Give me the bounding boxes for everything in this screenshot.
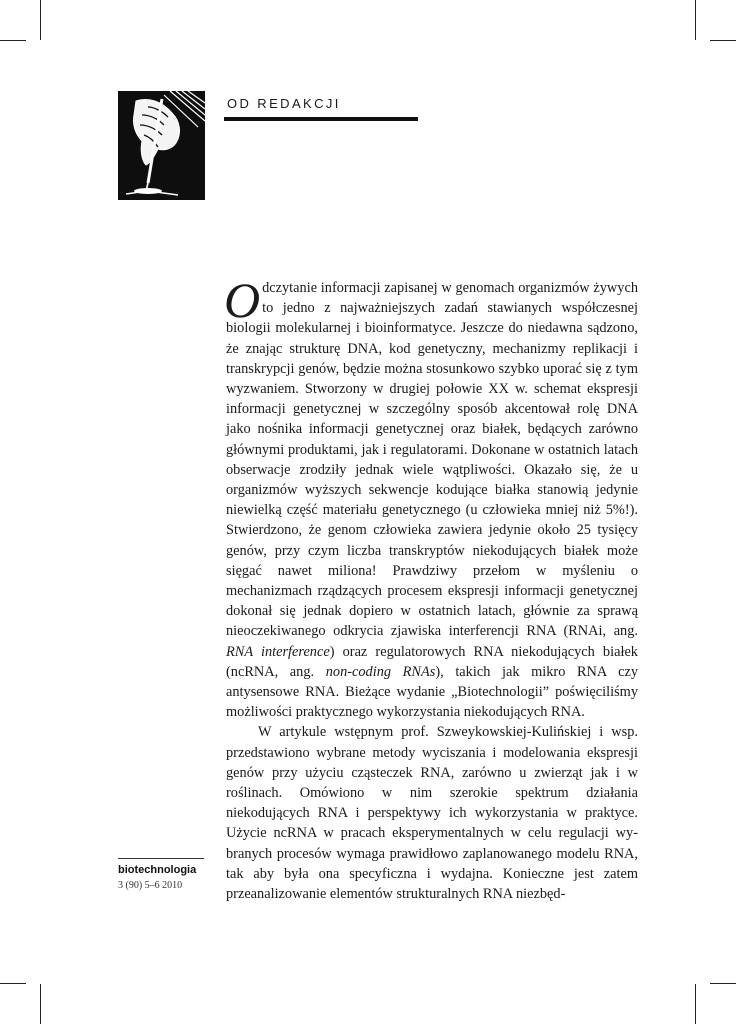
crop-mark	[710, 40, 736, 41]
crop-mark	[710, 983, 736, 984]
crop-mark	[0, 983, 26, 984]
term-rna-interference: RNA interference	[226, 643, 330, 660]
crop-mark	[40, 984, 41, 1024]
paragraph-2: W artykule wstępnym prof. Szweykowskiej-Kulińskiej i wsp. przedstawiono wybrane metody wyciszania i modelowania ekspresji genów przy użyciu cząsteczek RNA, zarówno u zwierząt jak i w roślinach. Omówiono w nim szerokie spektrum działania niekodujących RNA i perspektywy ich wykorzystania w praktyce. Użycie ncRNA w pracach eksperymentalnych w celu regulacji wybranych procesów wymaga prawidłowo zaplanowanego modelu RNA, tak aby była ona specyficzna i wydajna. Konieczne jest zatem przeanalizowanie elementów strukturalnych RNA niezbęd-	[226, 724, 638, 903]
section-rule	[224, 117, 418, 121]
drop-cap: O	[224, 272, 261, 328]
term-non-coding-rnas: non-coding RNAs	[325, 663, 436, 680]
paragraph-1-text-c: ), takich jak mikro RNA czy antysensowe RNA. Bieżące wydanie „Biotechnologii” poświęciliśmy możliwości praktycznego wykorzystania niekodujących RNA.	[226, 663, 639, 721]
crop-mark	[40, 0, 41, 40]
journal-issue: 3 (90) 5–6 2010	[118, 880, 183, 891]
editorial-article	[224, 272, 639, 904]
paragraph-1	[224, 272, 639, 722]
paragraph-1-text-b: ) oraz regulatorowych RNA niekodujących białek (ncRNA, ang.	[226, 643, 638, 680]
paragraph-1-text-a: dczytanie informacji zapisanej w genomach organizmów żywych to jedno z najważniejszych zadań stawianych współczesnej biologii molekularnej i bioinformatyce. Jeszcze do niedawna sądzono, że znając strukturę DNA, kod genetyczny, mechanizmy replikacji i transkrypcji genów, będzie można stosunkowo szybko uporać się z tym wyzwaniem. Stworzony w drugiej połowie XX w. schemat ekspresji informacji genetycznej w szczególny sposób akcentował rolę DNA jako nośnika informacji genetycznej oraz białek, będących zarówno głównymi produktami, jak i regulatorami. Dokonane w ostatnich latach obserwacje zrodziły jednak wiele wątpliwości. Okazało się, że u organizmów wyższych sekwencje kodujące białka stanowią jedynie niewielką część materiału genetycznego (u człowieka mniej niż 5%!). Stwierdzono, że genom człowieka zawiera jedynie około 25 tysięcy genów, przy czym liczba transkryptów niekodujących białek może sięgać nawet miliona! Prawdziwy przełom w myśleniu o mechanizmach rządzących procesem ekspresji informacji genetycznej dokonał się jednak dopiero w ostatnich latach, głównie za sprawą nieoczekiwanego odkrycia zjawiska interferencji RNA (RNAi, ang.	[226, 280, 638, 640]
crop-mark	[0, 40, 26, 41]
section-label: OD REDAKCJI	[227, 96, 341, 111]
journal-rule	[118, 858, 204, 859]
journal-name: biotechnologia	[118, 864, 197, 876]
crop-mark	[695, 0, 696, 40]
editorial-logo-hand-pen-icon	[118, 91, 205, 200]
journal-info	[118, 858, 204, 891]
crop-mark	[695, 984, 696, 1024]
